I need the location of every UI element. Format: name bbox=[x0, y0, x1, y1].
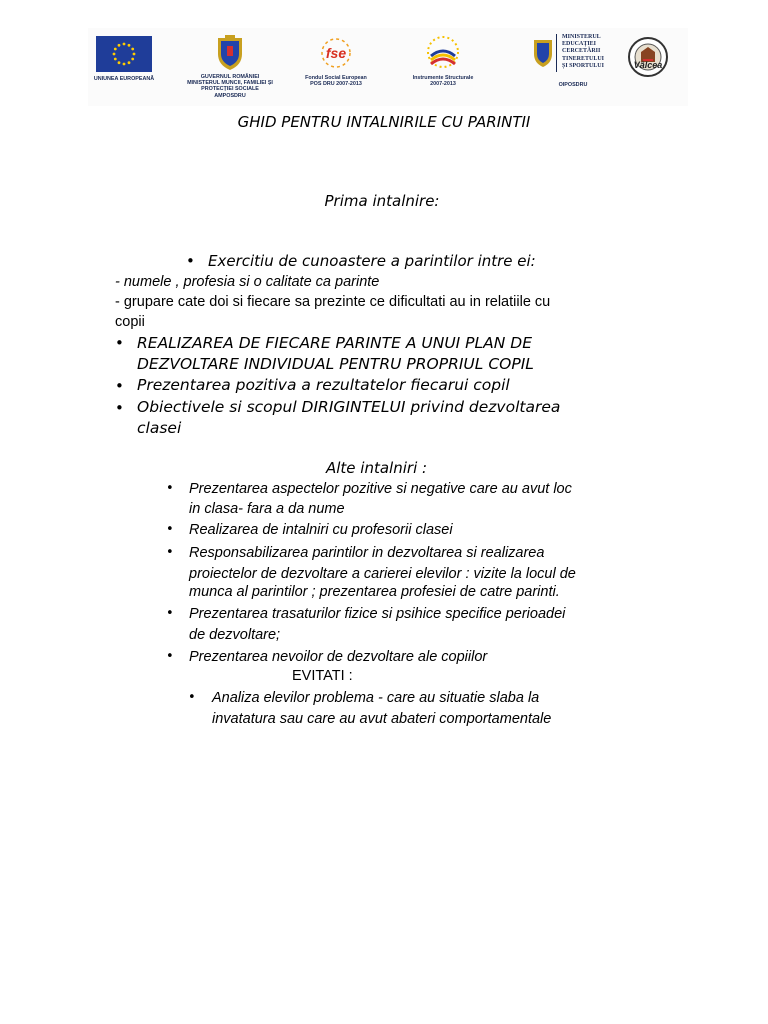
ministry-caption-3: CERCETĂRII bbox=[562, 48, 601, 55]
structural-instruments-icon bbox=[421, 34, 465, 70]
coat-of-arms-icon bbox=[215, 34, 245, 72]
ministry-crest-icon bbox=[532, 36, 554, 68]
government-caption-3: PROTECȚIEI SOCIALE bbox=[201, 86, 259, 93]
section1-dash-1: - numele , profesia si o calitate ca parinte bbox=[115, 274, 380, 290]
section2-bullet-3-line-1: Responsabilizarea parintilor in dezvoltarea si realizarea bbox=[189, 545, 545, 561]
structural-instruments-logo bbox=[400, 34, 486, 87]
document-title: GHID PENTRU INTALNIRILE CU PARINTII bbox=[237, 113, 531, 131]
eu-caption: UNIUNEA EUROPEANĂ bbox=[93, 76, 155, 82]
section2-bullet-1-line-2: in clasa- fara a da nume bbox=[189, 501, 345, 517]
section1-bullet-3-line-2: clasei bbox=[137, 419, 182, 437]
bullet-dot: • bbox=[115, 377, 124, 395]
valcea-label: Vâlcea bbox=[633, 60, 663, 70]
oiposdru-caption: OIPOSDRU bbox=[558, 82, 588, 88]
section1-bullet-1-line-2: DEZVOLTARE INDIVIDUAL PENTRU PROPRIUL COPIL bbox=[137, 355, 534, 373]
bullet-dot: • bbox=[166, 545, 174, 560]
school-emblem-icon bbox=[627, 36, 669, 78]
fse-logo bbox=[298, 36, 374, 87]
ministry-caption-1: MINISTERUL bbox=[562, 34, 601, 40]
school-logo bbox=[626, 36, 670, 78]
section2-bullet-4-line-2: de dezvoltare; bbox=[189, 627, 281, 643]
section1-bullet-1-line-1: REALIZAREA DE FIECARE PARINTE A UNUI PLAN DE bbox=[137, 334, 532, 352]
government-caption-4: AMPOSDRU bbox=[214, 92, 246, 99]
bullet-dot: • bbox=[115, 399, 124, 417]
section2-bullet-4-line-1: Prezentarea trasaturilor fizice si psihice specifice perioadei bbox=[189, 606, 566, 622]
section2-bullet-2: Realizarea de intalniri cu profesorii clasei bbox=[189, 522, 453, 538]
section2-heading: Alte intalniri : bbox=[326, 459, 428, 477]
government-caption-1: GUVERNUL ROMÂNIEI bbox=[200, 74, 260, 80]
fse-caption-2: POS DRU 2007-2013 bbox=[310, 81, 362, 88]
logo-banner bbox=[88, 28, 688, 106]
svg-text:fse: fse bbox=[325, 45, 347, 61]
eu-flag-icon bbox=[96, 36, 152, 72]
section1-bullet-3-line-1: Obiectivele si scopul DIRIGINTELUI privind dezvoltarea bbox=[137, 398, 561, 416]
section3-bullet-1-line-1: Analiza elevilor problema - care au situatie slaba la bbox=[212, 690, 540, 706]
section1-intro-bullet: Exercitiu de cunoastere a parintilor intre ei: bbox=[208, 252, 536, 270]
bullet-dot: • bbox=[166, 606, 174, 621]
section1-dash-2-line-1: - grupare cate doi si fiecare sa prezinte ce dificultati au in relatiile cu bbox=[115, 294, 551, 310]
section1-heading: Prima intalnire: bbox=[324, 192, 440, 210]
structural-instruments-caption-1: Instrumente Structurale bbox=[412, 75, 474, 81]
bullet-dot: • bbox=[115, 334, 124, 352]
section2-bullet-5: Prezentarea nevoilor de dezvoltare ale copiilor bbox=[189, 649, 488, 665]
bullet-dot: • bbox=[166, 481, 174, 496]
ministry-caption-4: TINERETULUI bbox=[562, 55, 605, 62]
section1-bullet-2: Prezentarea pozitiva a rezultatelor fiecarui copil bbox=[137, 376, 510, 394]
bullet-dot: • bbox=[166, 649, 174, 664]
bullet-dot: • bbox=[186, 252, 195, 270]
ministry-caption-2: EDUCAȚIEI bbox=[562, 41, 597, 48]
government-caption-2: MINISTERUL MUNCII, FAMILIEI ȘI bbox=[187, 80, 273, 87]
structural-instruments-caption-2: 2007-2013 bbox=[430, 81, 456, 88]
bullet-dot: • bbox=[188, 690, 196, 705]
fse-caption-1: Fondul Social European bbox=[305, 75, 367, 81]
government-logo bbox=[180, 34, 280, 99]
section2-bullet-3-line-2: proiectelor de dezvoltare a carierei elevilor : vizite la locul de bbox=[189, 566, 576, 582]
ministry-caption-5: ȘI SPORTULUI bbox=[562, 62, 604, 69]
section2-bullet-1-line-1: Prezentarea aspectelor pozitive si negative care au avut loc bbox=[189, 481, 572, 497]
section1-dash-2-line-2: copii bbox=[115, 314, 145, 330]
eu-logo bbox=[88, 36, 160, 82]
bullet-dot: • bbox=[166, 522, 174, 537]
section3-bullet-1-line-2: invatatura sau care au avut abateri comportamentale bbox=[212, 711, 552, 727]
fse-icon bbox=[316, 36, 356, 70]
section2-bullet-3-line-3: munca al parintilor ; prezentarea profesiei de catre parinti. bbox=[189, 584, 560, 600]
section3-heading: EVITATI : bbox=[292, 668, 353, 684]
